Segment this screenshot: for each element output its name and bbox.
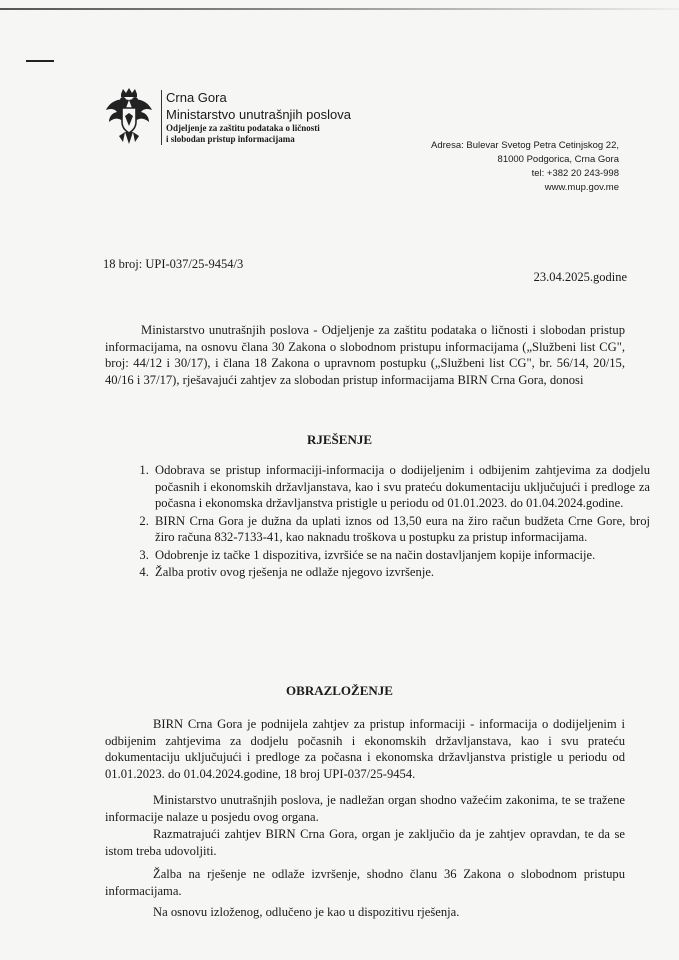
reasoning-paragraph-2: Ministarstvo unutrašnjih poslova, je nadležan organ shodno važećim zakonima, te se tražene informacije nalaze u posjedu ovog organa. (105, 793, 625, 824)
reference-number: 18 broj: UPI-037/25-9454/3 (103, 257, 244, 271)
decision-items (128, 462, 650, 582)
decision-item-1: 1. Odobrava se pristup informaciji-informacija o dodijeljenim i odbijenim zahtjevima za dodjelu počasnih i ekonomskih državljanstava, kao i svu prateću dokumentaciju uključujući i predloge za počasna i ekonomska državljanstva pristigle u periodu od 01.01.2023. do 01.04.2024.godine. (152, 462, 650, 512)
margin-mark (26, 60, 54, 62)
address-block (431, 139, 619, 195)
document-date: 23.04.2025.godine (533, 270, 627, 284)
country-name: Crna Gora (166, 90, 227, 105)
intro-paragraph: Ministarstvo unutrašnjih poslova - Odjeljenje za zaštitu podataka o ličnosti i slobodan pristup informacijama, na osnovu člana 30 Zakona o slobodnom pristupu informacijama („Službeni list CG", broj: 44/12 i 30/17), i člana 18 Zakona o upravnom postupku („Službeni list CG", br. 56/14, 20/15, 40/16 i 37/17), rješavajući zahtjev za slobodan pristup informacijama BIRN Crna Gora, donosi (105, 323, 625, 387)
reasoning-paragraph-3: Razmatrajući zahtjev BIRN Crna Gora, organ je zaključio da je zahtjev opravdan, te da se istom treba udovoljiti. (105, 827, 625, 858)
reasoning-paragraph-1: BIRN Crna Gora je podnijela zahtjev za pristup informaciji - informacija o dodijeljenim i odbijenim zahtjevima za dodjelu počasnih i ekonomskih državljanstava, kao i svu prateću dokumentaciju uključujući i predloge za počasna i ekonomska državljanstva pristigle u periodu od 01.01.2023. do 01.04.2024.godine, 18 broj UPI-037/25-9454. (105, 717, 625, 781)
website: www.mup.gov.me (544, 182, 619, 193)
department-line-2: i slobodan pristup informacijama (166, 134, 295, 144)
institution-header (161, 90, 351, 145)
department-line-1: Odjeljenje za zaštitu podataka o ličnosti (166, 123, 320, 133)
address-line-2: 81000 Podgorica, Crna Gora (497, 154, 619, 165)
decision-heading: RJEŠENJE (306, 432, 373, 447)
ministry-name: Ministarstvo unutrašnjih poslova (166, 107, 351, 122)
phone: tel: +382 20 243-998 (531, 168, 619, 179)
reasoning-paragraph-5: Na osnovu izloženog, odlučeno je kao u dispozitivu rješenja. (153, 905, 460, 919)
decision-item-3: 3. Odobrenje iz tačke 1 dispozitiva, izvršiće se na način dostavljanjem kopije informacije. (152, 547, 650, 564)
reasoning-paragraph-4: Žalba na rješenje ne odlaže izvršenje, shodno članu 36 Zakona o slobodnom pristupu informacijama. (105, 867, 625, 898)
coat-of-arms-icon (103, 86, 155, 148)
scan-edge-line (0, 8, 679, 10)
decision-item-2: 2. BIRN Crna Gora je dužna da uplati iznos od 13,50 eura na žiro račun budžeta Crne Gore, broj žiro računa 832-7133-41, kao naknadu troškova u postupku za pristup informacijama. (152, 513, 650, 546)
decision-item-4: 4. Žalba protiv ovog rješenja ne odlaže njegovo izvršenje. (152, 564, 650, 581)
address-line-1: Adresa: Bulevar Svetog Petra Cetinjskog 22, (431, 140, 619, 151)
reasoning-heading: OBRAZLOŽENJE (286, 683, 393, 698)
